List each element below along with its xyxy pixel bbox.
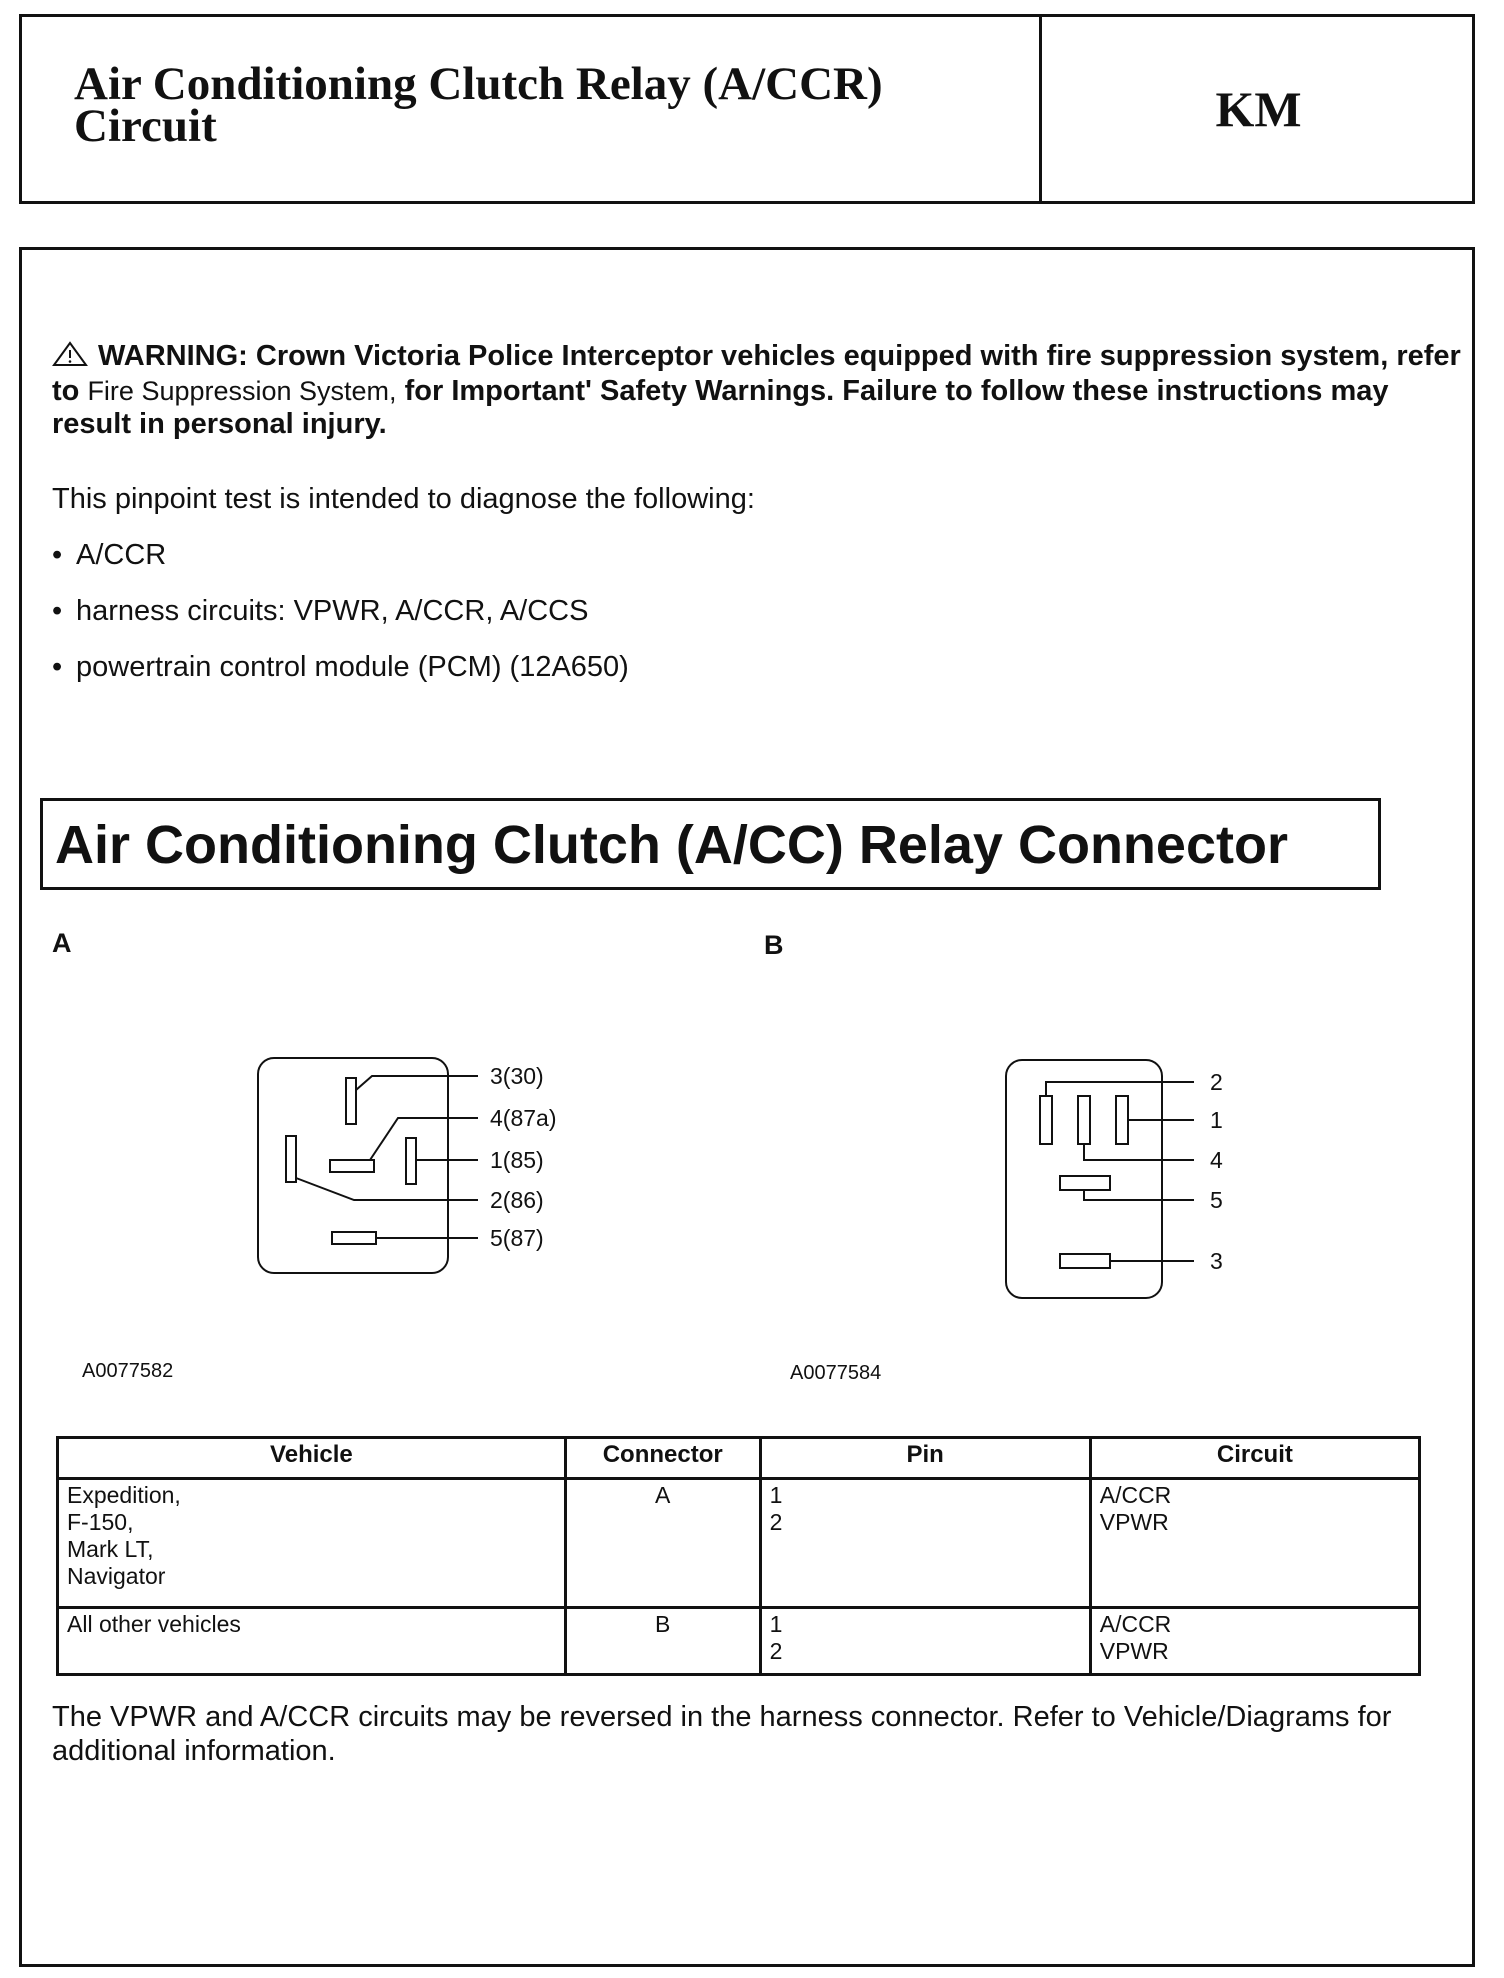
figure-a-id: A0077582 [82, 1360, 174, 1382]
vehicle-cell [58, 1608, 566, 1675]
vehicle-name: F-150, [67, 1509, 134, 1535]
pin-value: 2 [769, 1509, 783, 1535]
list-item: • harness circuits: VPWR, A/CCR, A/CCS [52, 595, 589, 627]
connector-a-label-3: 3(30) [490, 1063, 544, 1089]
connector-b-label-3: 3 [1210, 1248, 1223, 1274]
vehicle-cell [58, 1479, 566, 1608]
circuit-cell [1090, 1608, 1419, 1675]
connector-b-pin-4 [1078, 1096, 1090, 1144]
connector-b-label-2: 2 [1210, 1069, 1223, 1095]
pin-cell [760, 1479, 1090, 1608]
column-header-connector: Connector [565, 1438, 760, 1479]
connector-b-pin-1 [1116, 1096, 1128, 1144]
list-item-text: harness circuits: VPWR, A/CCR, A/CCS [76, 595, 589, 627]
connector-a-pin-5 [332, 1232, 376, 1244]
intro-text: This pinpoint test is intended to diagnose the following: [52, 483, 755, 515]
connector-b-pin-2 [1040, 1096, 1052, 1144]
circuit-value: A/CCR [1099, 1482, 1172, 1508]
column-header-pin: Pin [760, 1438, 1090, 1479]
list-item: • powertrain control module (PCM) (12A650) [52, 651, 629, 683]
vehicle-name: Expedition, [67, 1482, 181, 1508]
connector-a-pin-1 [406, 1138, 416, 1184]
vehicle-name: Navigator [67, 1563, 166, 1589]
connector-a-pin-4 [330, 1160, 374, 1172]
table-row [58, 1479, 1420, 1608]
connector-section-title: Air Conditioning Clutch (A/CC) Relay Connector [55, 815, 1288, 875]
column-header-circuit: Circuit [1090, 1438, 1419, 1479]
pin-value: 2 [769, 1638, 783, 1664]
reversal-note: The VPWR and A/CCR circuits may be reversed in the harness connector. Refer to Vehicle/Diagrams for additional information. [52, 1701, 1392, 1767]
warning-lead-text: WARNING: Crown Victoria Police Interceptor vehicles equipped with fire suppression system, refer to [52, 340, 1461, 407]
pin-value: 1 [769, 1611, 783, 1637]
fire-suppression-reference: Fire Suppression System, [87, 376, 397, 406]
vehicle-name: Mark LT, [67, 1536, 154, 1562]
circuit-cell [1090, 1479, 1419, 1608]
page-title-line-1: Air Conditioning Clutch Relay (A/CCR) [74, 58, 883, 110]
column-header-vehicle: Vehicle [58, 1438, 566, 1479]
list-item-text: A/CCR [76, 539, 167, 571]
page-title-line-2: Circuit [74, 100, 217, 152]
connector-a-label-4: 4(87a) [490, 1105, 557, 1131]
connector-b-label-1: 1 [1210, 1107, 1223, 1133]
table-row [58, 1608, 1420, 1675]
pin-cell [760, 1608, 1090, 1675]
connector-a-pin-3 [346, 1078, 356, 1124]
connector-a-pin-2 [286, 1136, 296, 1182]
circuit-value: VPWR [1099, 1509, 1169, 1535]
vehicle-name: All other vehicles [67, 1611, 241, 1637]
list-item: • A/CCR [52, 539, 167, 571]
circuit-table [56, 1436, 1421, 1676]
diagram-b-label: B [764, 930, 784, 960]
section-code: KM [1215, 81, 1302, 137]
connector-a-label-1: 1(85) [490, 1147, 544, 1173]
connector-b-pin-3 [1060, 1254, 1110, 1268]
connector-cell: B [565, 1608, 760, 1675]
connector-b-pin-5 [1060, 1176, 1110, 1190]
connector-cell: A [565, 1479, 760, 1608]
warning-tail-text: for Important' Safety Warnings. Failure to follow these instructions may result in personal injury. [52, 375, 1389, 440]
connector-a-label-5: 5(87) [490, 1225, 544, 1251]
diagram-b [1006, 1060, 1194, 1298]
diagram-a [258, 1058, 478, 1273]
connector-b-label-5: 5 [1210, 1187, 1223, 1213]
diagram-a-label: A [52, 928, 72, 958]
circuit-value: VPWR [1099, 1638, 1169, 1664]
table-header-row [58, 1438, 1420, 1479]
list-item-text: powertrain control module (PCM) (12A650) [76, 651, 629, 683]
connector-a-label-2: 2(86) [490, 1187, 544, 1213]
figure-b-id: A0077584 [790, 1362, 882, 1384]
pin-value: 1 [769, 1482, 783, 1508]
connector-b-label-4: 4 [1210, 1147, 1223, 1173]
circuit-value: A/CCR [1099, 1611, 1172, 1637]
